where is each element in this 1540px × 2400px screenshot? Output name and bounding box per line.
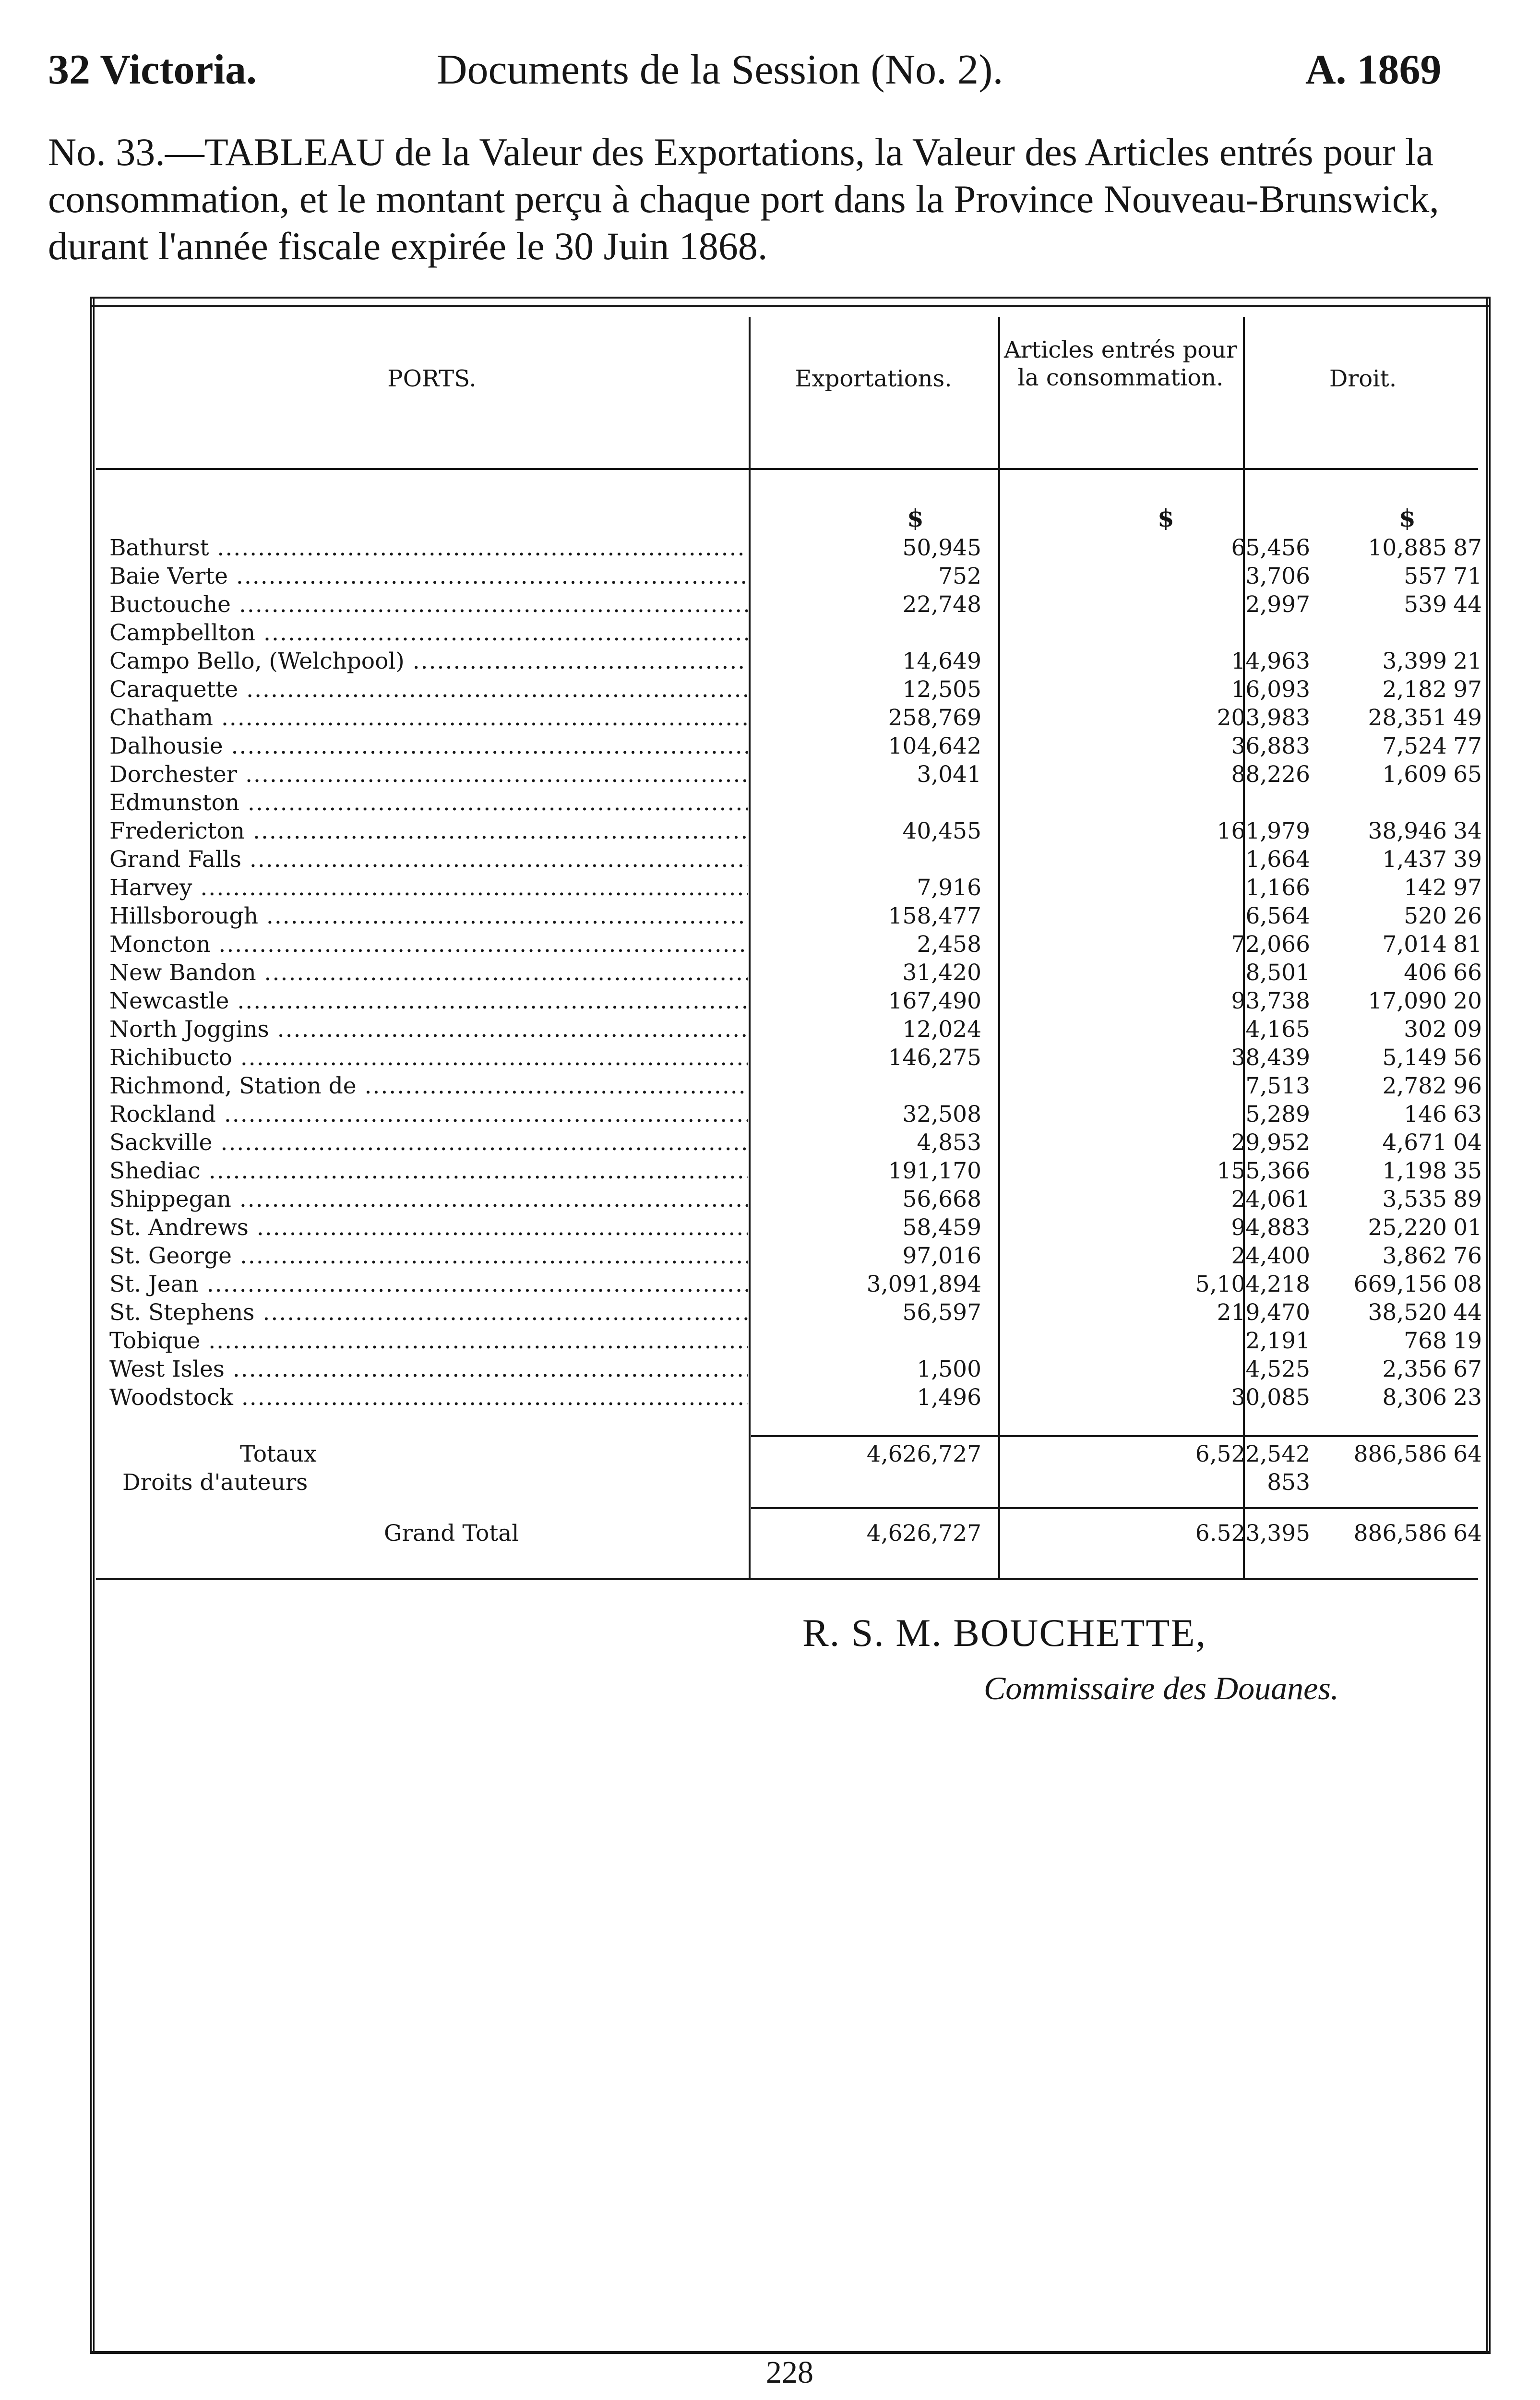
droit-dollars: 1,609	[1382, 761, 1447, 788]
droit-cents: 21	[1453, 648, 1482, 674]
exportations-value: 58,459	[902, 1214, 981, 1241]
grand-total-label: Grand Total	[384, 1520, 519, 1547]
port-name: Caraquette .....	[109, 675, 748, 704]
exportations-value: 14,649	[902, 648, 981, 674]
port-name: New Bandon .....	[109, 959, 748, 987]
port-name: Dorchester .....	[109, 760, 748, 789]
port-name: St. George .....	[109, 1242, 748, 1270]
port-name: Fredericton .....	[109, 817, 748, 845]
exportations-value: 258,769	[888, 705, 981, 731]
exportations-value: 40,455	[902, 818, 981, 844]
articles-value: 7,513	[1245, 1073, 1310, 1099]
articles-value: 2,997	[1245, 591, 1310, 618]
port-name: Shediac .....	[109, 1157, 748, 1185]
droit-cents: 44	[1453, 1299, 1482, 1326]
table-row	[101, 675, 1482, 704]
droit-dollars: 7,524	[1382, 733, 1447, 759]
table-row	[101, 845, 1482, 874]
table-row	[101, 1157, 1482, 1185]
port-name: Moncton .....	[109, 930, 748, 959]
droit-dollars: 7,014	[1382, 931, 1447, 958]
page-number: 228	[766, 2355, 813, 2390]
droit-cents: 44	[1453, 591, 1482, 618]
articles-value: 8,501	[1245, 960, 1310, 986]
port-name: Hillsborough .....	[109, 902, 748, 930]
droit-cents: 76	[1453, 1243, 1482, 1269]
droit-dollars: 768	[1404, 1328, 1447, 1354]
articles-value: 30,085	[1231, 1384, 1310, 1411]
grand-total-articles: 6.523,395	[1195, 1520, 1310, 1547]
unit-exportations: $	[907, 504, 924, 532]
exportations-value: 146,275	[888, 1044, 981, 1071]
totals-rule	[751, 1435, 1478, 1437]
table-row	[101, 902, 1482, 930]
table-row	[101, 1270, 1482, 1298]
header-session: 32 Victoria.	[48, 47, 257, 93]
port-name: Sackville .....	[109, 1128, 748, 1157]
port-name: Dalhousie .....	[109, 732, 748, 760]
table-bottom-rule	[96, 1578, 1478, 1580]
column-header-ports: PORTS.	[387, 365, 477, 392]
column-header-exportations: Exportations.	[795, 365, 952, 392]
port-name: Bathurst .....	[109, 534, 748, 562]
signature-title: Commissaire des Douanes.	[984, 1670, 1339, 1706]
articles-value: 93,738	[1231, 988, 1310, 1014]
port-name: Grand Falls .....	[109, 845, 748, 874]
caption-number: No. 33.—TABLEAU	[48, 130, 385, 174]
frame-bottom-rule	[90, 2351, 1491, 2354]
droit-dollars: 520	[1404, 903, 1447, 929]
articles-value: 24,400	[1231, 1243, 1310, 1269]
droit-dollars: 142	[1404, 875, 1447, 901]
totaux-cents: 64	[1453, 1441, 1482, 1467]
articles-value: 161,979	[1217, 818, 1310, 844]
articles-value: 219,470	[1217, 1299, 1310, 1326]
table-row	[101, 760, 1482, 789]
droit-cents: 66	[1453, 960, 1482, 986]
articles-value: 29,952	[1231, 1129, 1310, 1156]
port-name: Edmunston .....	[109, 789, 748, 817]
droit-dollars: 25,220	[1368, 1214, 1447, 1241]
column-header-articles: Articles entrés pour la consommation.	[1003, 336, 1238, 391]
port-name: Baie Verte .....	[109, 562, 748, 590]
exportations-value: 7,916	[917, 875, 981, 901]
grand-total-row	[101, 1519, 1482, 1548]
droit-cents: 97	[1453, 676, 1482, 703]
column-header-droit: Droit.	[1329, 365, 1397, 392]
port-name: Rockland .....	[109, 1100, 748, 1128]
table-row	[101, 817, 1482, 845]
header-year: A. 1869	[1305, 47, 1442, 93]
exportations-value: 3,041	[917, 761, 981, 788]
droit-cents: 97	[1453, 875, 1482, 901]
exportations-value: 167,490	[888, 988, 981, 1014]
droit-dollars: 557	[1404, 563, 1447, 589]
totaux-droit: 886,586	[1353, 1441, 1447, 1467]
table-row	[101, 1213, 1482, 1242]
droit-cents: 71	[1453, 563, 1482, 589]
droit-cents: 67	[1453, 1356, 1482, 1382]
table-row	[101, 1327, 1482, 1355]
table-row	[101, 1100, 1482, 1128]
totaux-exportations: 4,626,727	[866, 1441, 981, 1467]
signature-name: R. S. M. BOUCHETTE,	[802, 1611, 1207, 1655]
droit-dollars: 2,782	[1382, 1073, 1447, 1099]
exportations-value: 12,505	[902, 676, 981, 703]
droit-cents: 65	[1453, 761, 1482, 788]
table-row	[101, 1072, 1482, 1100]
articles-value: 203,983	[1217, 705, 1310, 731]
unit-articles: $	[1158, 504, 1174, 532]
port-name: Newcastle .....	[109, 987, 748, 1015]
droit-dollars: 1,437	[1382, 846, 1447, 873]
droit-cents: 01	[1453, 1214, 1482, 1241]
articles-value: 3,706	[1245, 563, 1310, 589]
port-name: North Joggins .....	[109, 1015, 748, 1044]
articles-value: 88,226	[1231, 761, 1310, 788]
droits-auteurs-row	[101, 1468, 1478, 1497]
droit-cents: 49	[1453, 705, 1482, 731]
exportations-value: 50,945	[902, 535, 981, 561]
table-row	[101, 1128, 1482, 1157]
totaux-row	[101, 1440, 1482, 1468]
articles-value: 16,093	[1231, 676, 1310, 703]
droit-dollars: 669,156	[1353, 1271, 1447, 1297]
port-name: Richibucto .....	[109, 1044, 748, 1072]
table-row	[101, 1185, 1482, 1213]
droit-cents: 26	[1453, 903, 1482, 929]
port-name: Campbellton .....	[109, 619, 748, 647]
exportations-value: 3,091,894	[866, 1271, 981, 1297]
port-name: St. Stephens .....	[109, 1298, 748, 1327]
droit-cents: 89	[1453, 1186, 1482, 1212]
droit-dollars: 539	[1404, 591, 1447, 618]
exportations-value: 97,016	[902, 1243, 981, 1269]
articles-value: 94,883	[1231, 1214, 1310, 1241]
exportations-value: 31,420	[902, 960, 981, 986]
droit-dollars: 8,306	[1382, 1384, 1447, 1411]
articles-value: 2,191	[1245, 1328, 1310, 1354]
table-row	[101, 959, 1482, 987]
table-row	[101, 987, 1482, 1015]
droit-cents: 63	[1453, 1101, 1482, 1128]
droit-cents: 35	[1453, 1158, 1482, 1184]
articles-value: 4,165	[1245, 1016, 1310, 1043]
exportations-value: 32,508	[902, 1101, 981, 1128]
articles-value: 155,366	[1217, 1158, 1310, 1184]
droit-cents: 09	[1453, 1016, 1482, 1043]
articles-value: 5,289	[1245, 1101, 1310, 1128]
exportations-value: 22,748	[902, 591, 981, 618]
table-row	[101, 619, 1478, 647]
exportations-value: 104,642	[888, 733, 981, 759]
exportations-value: 191,170	[888, 1158, 981, 1184]
table-row	[101, 562, 1482, 590]
exportations-value: 1,496	[917, 1384, 981, 1411]
port-name: Shippegan .....	[109, 1185, 748, 1213]
table-row	[101, 1298, 1482, 1327]
totaux-label: Totaux	[240, 1441, 317, 1467]
table-row	[101, 1044, 1482, 1072]
droit-dollars: 1,198	[1382, 1158, 1447, 1184]
exportations-value: 1,500	[917, 1356, 981, 1382]
port-name: Buctouche .....	[109, 590, 748, 619]
droit-cents: 77	[1453, 733, 1482, 759]
table-row	[101, 874, 1482, 902]
droit-dollars: 38,520	[1368, 1299, 1447, 1326]
table-row	[101, 789, 1478, 817]
articles-value: 24,061	[1231, 1186, 1310, 1212]
exportations-value: 752	[938, 563, 981, 589]
table-row	[101, 1242, 1482, 1270]
articles-value: 65,456	[1231, 535, 1310, 561]
port-name: St. Andrews .....	[109, 1213, 748, 1242]
articles-value: 6,564	[1245, 903, 1310, 929]
droit-dollars: 4,671	[1382, 1129, 1447, 1156]
droit-dollars: 406	[1404, 960, 1447, 986]
droit-dollars: 17,090	[1368, 988, 1447, 1014]
header-rule	[96, 468, 1478, 470]
port-name: Tobique .....	[109, 1327, 748, 1355]
table-row	[101, 930, 1482, 959]
port-name: Harvey .....	[109, 874, 748, 902]
articles-value: 1,664	[1245, 846, 1310, 873]
exportations-value: 158,477	[888, 903, 981, 929]
table-row	[101, 534, 1482, 562]
droit-dollars: 10,885	[1368, 535, 1447, 561]
exportations-value: 2,458	[917, 931, 981, 958]
port-name: St. Jean .....	[109, 1270, 748, 1298]
droit-cents: 20	[1453, 988, 1482, 1014]
caption-text: de la Valeur des Exportations, la Valeur des Articles entrés pour la consommation, et le montant perçu à chaque port dans la Province Nouveau-Brunswick, durant l'année fiscale expirée le 30 Juin 1868.	[48, 130, 1439, 268]
exportations-value: 56,597	[902, 1299, 981, 1326]
droit-cents: 39	[1453, 846, 1482, 873]
droit-cents: 96	[1453, 1073, 1482, 1099]
table-row	[101, 1355, 1482, 1383]
droit-dollars: 3,399	[1382, 648, 1447, 674]
grand-total-droit: 886,586	[1353, 1520, 1447, 1547]
droit-dollars: 38,946	[1368, 818, 1447, 844]
articles-value: 5,104,218	[1195, 1271, 1310, 1297]
grand-total-exportations: 4,626,727	[866, 1520, 981, 1547]
droit-dollars: 3,535	[1382, 1186, 1447, 1212]
droit-cents: 56	[1453, 1044, 1482, 1071]
droit-cents: 81	[1453, 931, 1482, 958]
table-row	[101, 732, 1482, 760]
droit-cents: 19	[1453, 1328, 1482, 1354]
droit-dollars: 3,862	[1382, 1243, 1447, 1269]
droit-cents: 04	[1453, 1129, 1482, 1156]
port-name: Richmond, Station de .....	[109, 1072, 748, 1100]
articles-value: 14,963	[1231, 648, 1310, 674]
grand-total-rule	[751, 1507, 1478, 1509]
table-row	[101, 1383, 1482, 1412]
table-row	[101, 647, 1482, 675]
droit-dollars: 2,182	[1382, 676, 1447, 703]
port-name: Woodstock .....	[109, 1383, 748, 1412]
droit-cents: 23	[1453, 1384, 1482, 1411]
articles-value: 36,883	[1231, 733, 1310, 759]
droit-cents: 34	[1453, 818, 1482, 844]
droits-auteurs-label: Droits d'auteurs	[122, 1469, 308, 1496]
header-document-title: Documents de la Session (No. 2).	[437, 47, 1003, 93]
articles-value: 72,066	[1231, 931, 1310, 958]
port-name: Campo Bello, (Welchpool) .....	[109, 647, 748, 675]
totaux-articles: 6,522,542	[1195, 1441, 1310, 1467]
articles-value: 4,525	[1245, 1356, 1310, 1382]
droit-dollars: 302	[1404, 1016, 1447, 1043]
articles-value: 38,439	[1231, 1044, 1310, 1071]
droit-dollars: 5,149	[1382, 1044, 1447, 1071]
droit-dollars: 146	[1404, 1101, 1447, 1128]
table-row	[101, 704, 1482, 732]
table-row	[101, 1015, 1482, 1044]
table-body	[101, 534, 1482, 1412]
unit-droit: $	[1399, 504, 1416, 532]
exportations-value: 12,024	[902, 1016, 981, 1043]
port-name: Chatham .....	[109, 704, 748, 732]
port-name: West Isles .....	[109, 1355, 748, 1383]
droit-dollars: 2,356	[1382, 1356, 1447, 1382]
exportations-value: 56,668	[902, 1186, 981, 1212]
droits-auteurs-articles: 853	[1267, 1469, 1310, 1496]
exportations-value: 4,853	[917, 1129, 981, 1156]
droit-cents: 08	[1453, 1271, 1482, 1297]
droit-cents: 87	[1453, 535, 1482, 561]
table-caption	[48, 129, 1483, 270]
table-row	[101, 590, 1482, 619]
grand-total-cents: 64	[1453, 1520, 1482, 1547]
droit-dollars: 28,351	[1368, 705, 1447, 731]
articles-value: 1,166	[1245, 875, 1310, 901]
